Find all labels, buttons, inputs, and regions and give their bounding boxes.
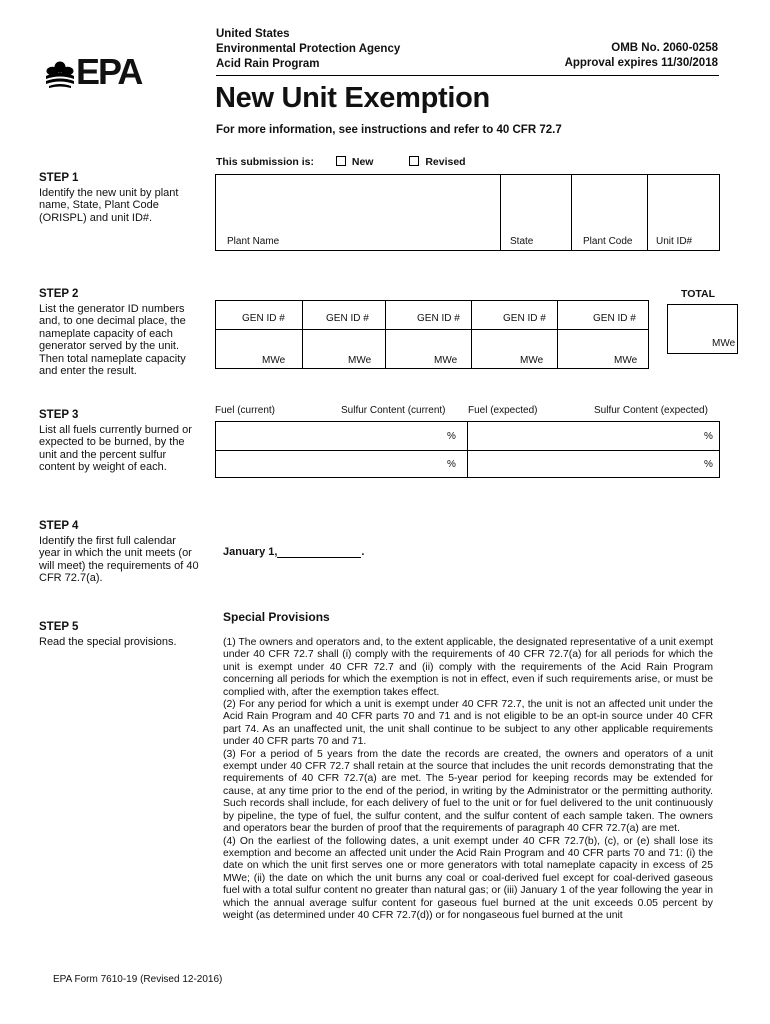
special-provisions-text [223, 637, 713, 922]
step-5 [39, 621, 199, 648]
step-1 [39, 172, 199, 224]
step-3-text: List all fuels currently burned or expected to be burned, by the unit and the percent sulfur content by weight of each. [39, 423, 192, 473]
percent-sign-current-2: % [447, 459, 456, 470]
revised-checkbox[interactable] [409, 156, 419, 166]
header-divider [216, 75, 719, 76]
mwe-label-5: MWe [614, 355, 638, 366]
gen-capacity-field-5[interactable] [560, 332, 650, 354]
revised-option-label: Revised [425, 156, 466, 168]
step-5-text: Read the special provisions. [39, 635, 177, 648]
omb-number: OMB No. 2060-0258 [611, 42, 718, 54]
plant-code-field[interactable] [574, 177, 648, 227]
provision-2: (2) For any period for which a unit is exempt under 40 CFR 72.7, the unit is not an affected unit under the Acid Rain Program and 40 CFR parts 70 and 71 and is not eligible to be an opt-in source under 40 CFR part 74. As an unaffected unit, the unit shall continue to be subject to any other applicable requirements under 40 CFR parts 70 and 71. [223, 699, 713, 748]
sulfur-current-header: Sulfur Content (current) [341, 405, 446, 416]
approval-expiration: Approval expires 11/30/2018 [564, 57, 718, 69]
omb-block [565, 41, 718, 71]
step-2-text: List the generator ID numbers and, to one decimal place, the nameplate capacity of each generator served by the unit. Then total nameplate capacity and enter the result. [39, 302, 186, 377]
january-label: January 1, [223, 546, 278, 558]
submission-type [216, 156, 466, 168]
calendar-year-line [223, 544, 364, 558]
provision-4: (4) On the earliest of the following dates, a unit exempt under 40 CFR 72.7(b), (c), or (e) shall lose its exemption and become an affected unit under the Acid Rain Program and 40 CFR parts 70 and 71: (i) the date on which the unit first serves one or more generators with total nameplate capacity in excess of 25 MWe; (ii) the date on which the unit burns any coal or coal-derived fuel except for coal-derived gaseous fuel with a total sulfur content no greater than natural gas; or (iii) January 1 of the year following the year in which the annual average sulfur content for gaseous fuel burned at the unit exceeds 0.05 percent by weight (as determined under 40 CFR 72.7(d)) or for nongaseous fuel burned at the unit [223, 835, 713, 921]
agency-block [216, 27, 400, 72]
plant-code-label: Plant Code [583, 236, 633, 247]
agency-line-3: Acid Rain Program [216, 58, 320, 70]
mwe-label-4: MWe [520, 355, 544, 366]
agency-line-1: United States [216, 28, 290, 40]
total-mwe-label: MWe [712, 338, 736, 349]
step-5-heading: STEP 5 [39, 621, 79, 633]
gen-capacity-field-2[interactable] [305, 332, 386, 354]
step-3 [39, 409, 199, 474]
percent-sign-expected-1: % [704, 431, 713, 442]
unit-id-field[interactable] [650, 177, 722, 227]
step-1-text: Identify the new unit by plant name, State, Plant Code (ORISPL) and unit ID#. [39, 186, 179, 224]
mwe-label-3: MWe [434, 355, 458, 366]
fuel-current-field-2[interactable] [218, 453, 342, 477]
fuel-expected-field-2[interactable] [471, 453, 595, 477]
fuel-current-field-1[interactable] [218, 424, 342, 448]
page-title: New Unit Exemption [215, 82, 490, 114]
epa-logo [44, 51, 146, 92]
submission-label: This submission is: [216, 156, 315, 168]
new-option-label: New [351, 156, 374, 168]
step-3-heading: STEP 3 [39, 409, 79, 421]
sulfur-current-field-1[interactable] [342, 424, 446, 448]
gen-id-label-1: GEN ID # [242, 313, 285, 324]
step-2-heading: STEP 2 [39, 288, 79, 300]
unit-id-label: Unit ID# [656, 236, 693, 247]
sulfur-expected-field-1[interactable] [596, 424, 700, 448]
new-checkbox[interactable] [336, 156, 346, 166]
step-1-heading: STEP 1 [39, 172, 79, 184]
special-provisions-title: Special Provisions [223, 610, 330, 624]
step-4-text: Identify the first full calendar year in which the unit meets (or will meet) the requirements of 40 CFR 72.7(a). [39, 534, 199, 584]
step-2 [39, 288, 199, 378]
mwe-label-1: MWe [262, 355, 286, 366]
gen-id-label-3: GEN ID # [417, 313, 460, 324]
plant-name-field[interactable] [218, 177, 500, 227]
info-line: For more information, see instructions and refer to 40 CFR 72.7 [216, 124, 562, 136]
total-capacity-field[interactable] [670, 307, 738, 337]
step-4-heading: STEP 4 [39, 520, 79, 532]
year-field[interactable] [277, 544, 361, 558]
sulfur-current-field-2[interactable] [342, 453, 446, 477]
sulfur-expected-field-2[interactable] [596, 453, 700, 477]
agency-line-2: Environmental Protection Agency [216, 43, 401, 55]
form-footer: EPA Form 7610-19 (Revised 12-2016) [53, 974, 223, 985]
fuel-expected-field-1[interactable] [471, 424, 595, 448]
provision-1: (1) The owners and operators and, to the extent applicable, the designated representative of a unit exempt under 40 CFR 72.7 shall (i) comply with the requirements of 40 CFR 72.7(a) for all periods for which the unit is exempt under 40 CFR 72.7 and (ii) comply with the requirements of the Acid Rain Program concerning all periods for which the exemption is not in effect, even if such requirements arise, or must be complied with, after the exemption takes effect. [223, 637, 713, 698]
step1-table [215, 174, 720, 251]
gen-capacity-field-3[interactable] [388, 332, 472, 354]
gen-id-label-2: GEN ID # [326, 313, 369, 324]
provision-3: (3) For a period of 5 years from the date the records are created, the owners and operators of a unit exempt under 40 CFR 72.7 shall retain at the source that includes the unit records demonstrating that the requirements of 40 CFR 72.7(a) are met. The 5-year period for keeping records may be extended for cause, at any time prior to the end of the period, in writing by the Administrator or the permitting authority. Such records shall include, for each delivery of fuel to the unit or for fuel delivered to the unit continuously by pipeline, the type of fuel, the sulfur content, and the sulfur content of each sample taken. The owners and operators bear the burden of proof that the requirements of paragraph 40 CFR 72.7(a) are met. [223, 748, 713, 835]
total-capacity-box [667, 304, 738, 354]
mwe-label-2: MWe [348, 355, 372, 366]
sulfur-expected-header: Sulfur Content (expected) [594, 405, 708, 416]
gen-capacity-field-4[interactable] [474, 332, 558, 354]
gen-capacity-field-1[interactable] [218, 332, 302, 354]
step-4 [39, 520, 199, 585]
state-label: State [510, 236, 534, 247]
plant-name-label: Plant Name [227, 236, 280, 247]
epa-logo-text: EPA [76, 51, 142, 92]
step3-fuel-table [215, 421, 720, 478]
state-field[interactable] [503, 177, 571, 227]
year-period: . [361, 546, 365, 558]
percent-sign-current-1: % [447, 431, 456, 442]
gen-id-label-5: GEN ID # [593, 313, 636, 324]
fuel-current-header: Fuel (current) [215, 405, 276, 416]
total-label: TOTAL [681, 288, 716, 300]
step2-generator-table [215, 300, 649, 369]
gen-id-label-4: GEN ID # [503, 313, 546, 324]
percent-sign-expected-2: % [704, 459, 713, 470]
fuel-expected-header: Fuel (expected) [468, 405, 538, 416]
